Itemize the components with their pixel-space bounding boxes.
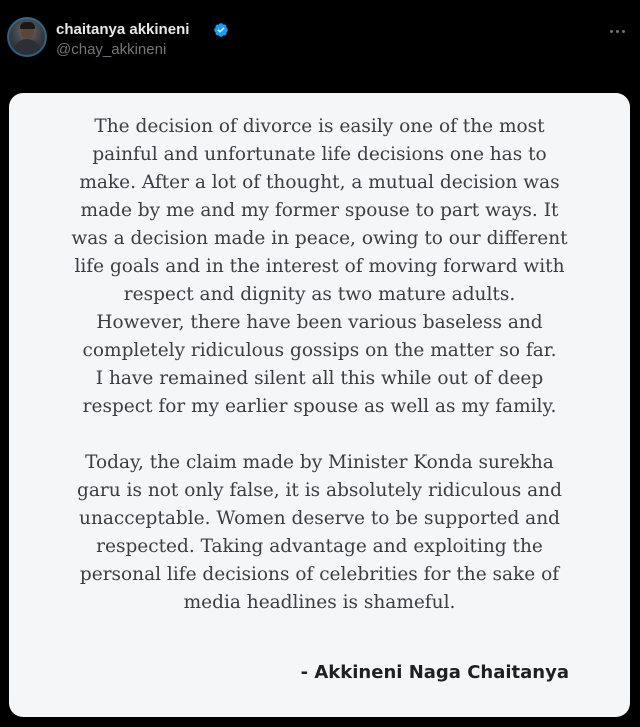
statement-line: media headlines is shameful. bbox=[183, 592, 456, 613]
statement-line: was a decision made in peace, owing to our different bbox=[71, 228, 568, 249]
statement-line: personal life decisions of celebrities for the sake of bbox=[79, 564, 560, 585]
statement-line: unacceptable. Women deserve to be supported and bbox=[79, 508, 560, 529]
statement-line: I have remained silent all this while out of deep bbox=[95, 368, 544, 389]
statement-line: completely ridiculous gossips on the matter so far. bbox=[82, 340, 557, 361]
post-header bbox=[0, 0, 640, 80]
avatar-ring bbox=[7, 17, 47, 57]
more-horizontal-icon-dot bbox=[622, 30, 625, 33]
statement-line: life goals and in the interest of moving forward with bbox=[74, 256, 565, 277]
statement-line: respect for my earlier spouse as well as my family. bbox=[82, 396, 557, 417]
paragraph-gap bbox=[9, 421, 630, 449]
statement-line: respected. Taking advantage and exploiting the bbox=[96, 536, 543, 557]
statement-text bbox=[9, 113, 630, 617]
statement-line: garu is not only false, it is absolutely ridiculous and bbox=[77, 480, 562, 501]
statement-line: painful and unfortunate life decisions one has to bbox=[92, 144, 547, 165]
more-horizontal-icon bbox=[610, 30, 613, 33]
author-display-name[interactable]: chaitanya akkineni bbox=[56, 21, 190, 38]
profile-avatar[interactable] bbox=[7, 17, 47, 57]
more-horizontal-icon-dot bbox=[616, 30, 619, 33]
author-handle[interactable]: @chay_akkineni bbox=[56, 41, 167, 58]
statement-line: The decision of divorce is easily one of the most bbox=[94, 116, 545, 137]
statement-line: However, there have been various baseless and bbox=[96, 312, 543, 333]
verified-badge-icon bbox=[213, 22, 229, 38]
statement-line: Today, the claim made by Minister Konda surekha bbox=[85, 452, 554, 473]
more-options-button[interactable] bbox=[606, 22, 630, 40]
statement-line: made by me and my former spouse to part ways. It bbox=[80, 200, 559, 221]
statement-signature: - Akkineni Naga Chaitanya bbox=[300, 662, 569, 683]
statement-image-card[interactable] bbox=[9, 93, 630, 717]
statement-line: make. After a lot of thought, a mutual decision was bbox=[79, 172, 560, 193]
statement-line: respect and dignity as two mature adults. bbox=[123, 284, 516, 305]
